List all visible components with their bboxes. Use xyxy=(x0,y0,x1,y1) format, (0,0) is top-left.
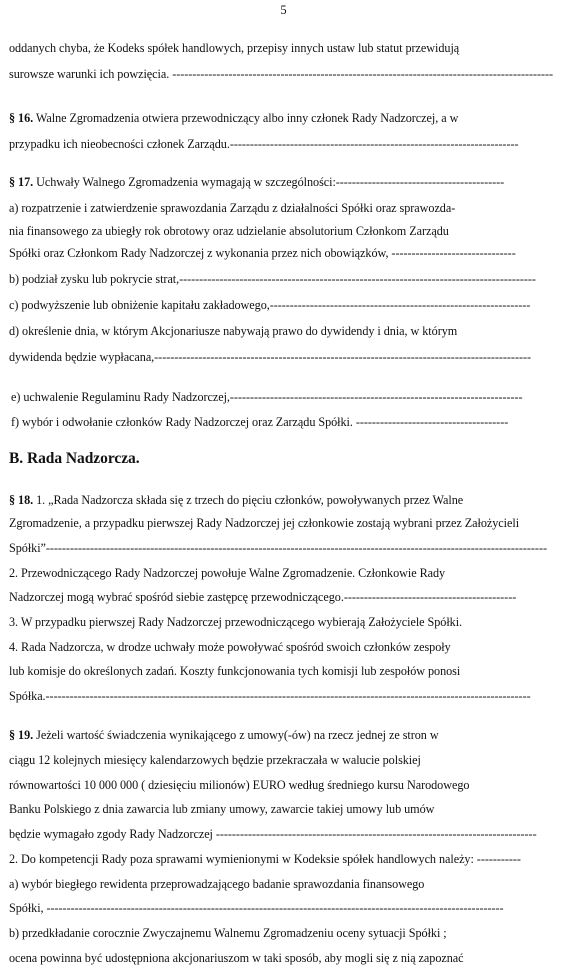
text-line: Spółki, ------------------------------------------------------------------------------------------------------------------ xyxy=(9,901,504,915)
text-line: równowartości 10 000 000 ( dziesięciu milionów) EURO według średniego kursu Narodowego xyxy=(9,778,470,792)
text-line: f) wybór i odwołanie członków Rady Nadzorczej oraz Zarządu Spółki. -------------------------------------- xyxy=(11,415,509,429)
paragraph-19-line: § 19. Jeżeli wartość świadczenia wynikającego z umowy(-ów) na rzecz jednej ze stron w xyxy=(9,728,439,742)
page-number: 5 xyxy=(280,3,287,17)
text-line: e) uchwalenie Regulaminu Rady Nadzorczej,------------------------------------------------------------------------- xyxy=(11,390,523,404)
paragraph-number: § 16. xyxy=(9,111,34,125)
text-line: nia finansowego za ubiegły rok obrotowy oraz udzielanie absolutorium Członkom Zarządu xyxy=(9,224,449,238)
text-line: lub komisje do określonych zadań. Koszty funkcjonowania tych komisji lub zespołów ponosi xyxy=(9,664,461,678)
text-line: oddanych chyba, że Kodeks spółek handlowych, przepisy innych ustaw lub statut przewidują xyxy=(9,41,460,55)
text-line: c) podwyższenie lub obniżenie kapitału zakładowego,----------------------------------------------------------------- xyxy=(9,298,531,312)
paragraph-17-line: § 17. Uchwały Walnego Zgromadzenia wymagają w szczególności:------------------------------------------ xyxy=(9,175,505,189)
text-line: Nadzorczej mogą wybrać spośród siebie zastępcę przewodniczącego.------------------------------------------- xyxy=(9,590,517,604)
paragraph-18-line: § 18. 1. „Rada Nadzorcza składa się z trzech do pięciu członków, powoływanych przez Walne xyxy=(9,493,464,507)
text-line: a) rozpatrzenie i zatwierdzenie sprawozdania Zarządu z działalności Spółki oraz sprawozda- xyxy=(9,201,456,215)
paragraph-16-line: § 16. Walne Zgromadzenia otwiera przewodniczący albo inny członek Rady Nadzorczej, a w xyxy=(9,111,459,125)
paragraph-number: § 17. xyxy=(9,175,34,189)
text-line: ciągu 12 kolejnych miesięcy kalendarzowych będzie przekraczała w walucie polskiej xyxy=(9,753,421,767)
text-line: 3. W przypadku pierwszej Rady Nadzorczej przewodniczącego wybierają Założyciele Spółki. xyxy=(9,615,463,629)
text-line: a) wybór biegłego rewidenta przeprowadzającego badanie sprawozdania finansowego xyxy=(9,877,425,891)
text-line: 2. Do kompetencji Rady poza sprawami wymienionymi w Kodeksie spółek handlowych należy: ----------- xyxy=(9,852,521,866)
text-line: Banku Polskiego z dnia zawarcia lub zmiany umowy, zawarcie takiej umowy lub umów xyxy=(9,802,435,816)
paragraph-number: § 19. xyxy=(9,728,34,742)
text-line: Spółka.------------------------------------------------------------------------------------------------------------------------- xyxy=(9,689,531,703)
text-line: Zgromadzenie, a przypadku pierwszej Rady Nadzorczej jej członkowie zostają wybrani przez Założycieli xyxy=(9,516,520,530)
text-line: dywidenda będzie wypłacana,---------------------------------------------------------------------------------------------- xyxy=(9,350,531,364)
text-line: przypadku ich nieobecności członek Zarządu.------------------------------------------------------------------------ xyxy=(9,137,519,151)
text-line: d) określenie dnia, w którym Akcjonariusze nabywają prawo do dywidendy i dnia, w którym xyxy=(9,324,458,338)
text-line: ocena powinna być udostępniona akcjonariuszom w taki sposób, aby mogli się z nią zapoznać xyxy=(9,951,464,965)
section-heading: B. Rada Nadzorcza. xyxy=(9,450,140,467)
text-line: 2. Przewodniczącego Rady Nadzorczej powołuje Walne Zgromadzenie. Członkowie Rady xyxy=(9,566,446,580)
text-line: 4. Rada Nadzorcza, w drodze uchwały może powoływać spośród swoich członków zespoły xyxy=(9,640,451,654)
text-line: będzie wymagało zgody Rady Nadzorczej -------------------------------------------------------------------------------- xyxy=(9,827,537,841)
text-line: b) przedkładanie corocznie Zwyczajnemu Walnemu Zgromadzeniu oceny sytuacji Spółki ; xyxy=(9,926,447,940)
paragraph-number: § 18. xyxy=(9,493,34,507)
text-line: Spółki oraz Członkom Rady Nadzorczej z wykonania przez nich obowiązków, ------------------------------- xyxy=(9,246,516,260)
text-line: Spółki”----------------------------------------------------------------------------------------------------------------------------- xyxy=(9,541,547,555)
text-line: b) podział zysku lub pokrycie strat,----------------------------------------------------------------------------------------- xyxy=(9,272,536,286)
text-line: surowsze warunki ich powzięcia. ----------------------------------------------------------------------------------------------- xyxy=(9,67,554,81)
